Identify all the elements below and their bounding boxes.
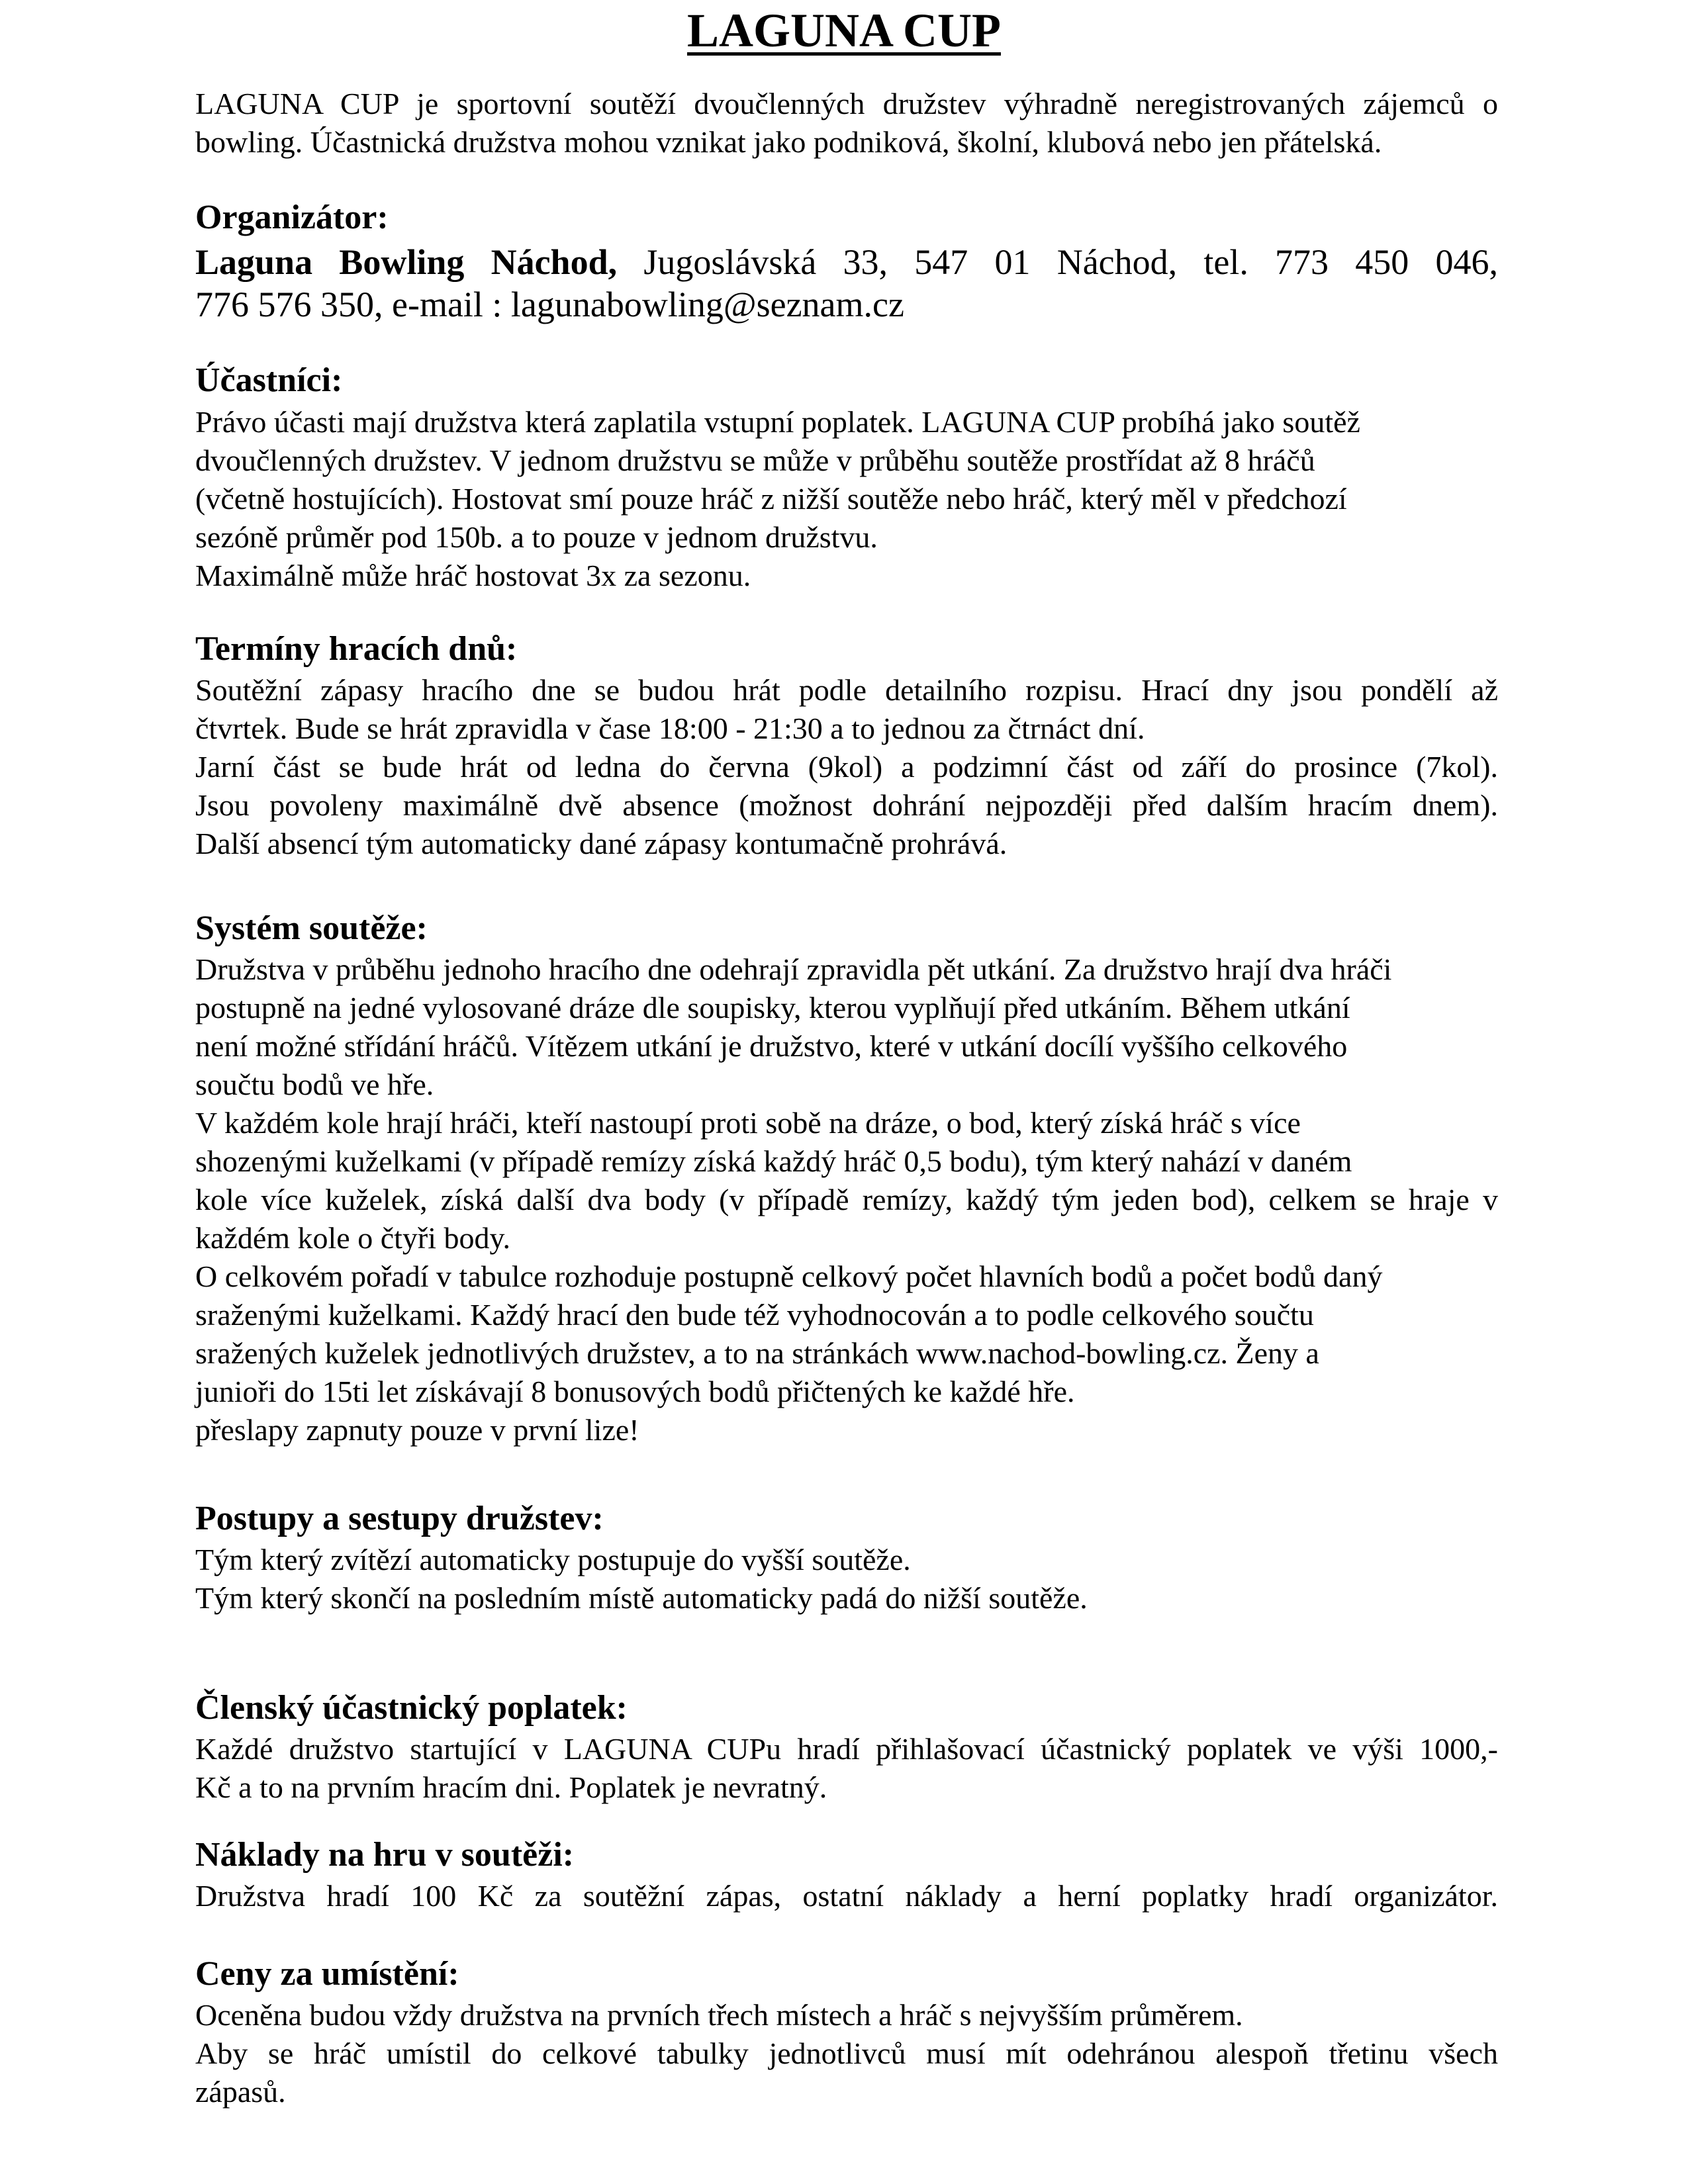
participants-line: (včetně hostujících). Hostovat smí pouze hráč z nižší soutěže nebo hráč, který měl v předchozí bbox=[195, 482, 1347, 516]
schedule-line: Jarní část se bude hrát od ledna do června (9kol) a podzimní část od září do prosince (7kol). bbox=[195, 750, 1498, 784]
organizer-heading: Organizátor: bbox=[195, 199, 389, 236]
system-line: sražených kuželek jednotlivých družstev, a to na stránkách www.nachod-bowling.cz. Ženy a bbox=[195, 1336, 1319, 1370]
intro-line: bowling. Účastnická družstva mohou vznikat jako podniková, školní, klubová nebo jen přátelská. bbox=[195, 125, 1382, 159]
organizer-contact: 776 576 350, e-mail : lagunabowling@seznam.cz bbox=[195, 285, 904, 324]
prizes-line: zápasů. bbox=[195, 2075, 286, 2109]
participants-line: dvoučlenných družstev. V jednom družstvu se může v průběhu soutěže prostřídat až 8 hráčů bbox=[195, 443, 1315, 477]
organizer-address: Jugoslávská 33, 547 01 Náchod, tel. 773 450 046, bbox=[617, 242, 1498, 282]
fee-line: Každé družstvo startující v LAGUNA CUPu hradí přihlašovací účastnický poplatek ve výši 1000,- bbox=[195, 1732, 1498, 1766]
promotion-heading: Postupy a sestupy družstev: bbox=[195, 1500, 604, 1537]
system-line: není možné střídání hráčů. Vítězem utkání je družstvo, které v utkání docílí vyššího celkového bbox=[195, 1029, 1348, 1063]
prizes-heading: Ceny za umístění: bbox=[195, 1955, 459, 1993]
schedule-line: Soutěžní zápasy hracího dne se budou hrát podle detailního rozpisu. Hrací dny jsou pondělí až bbox=[195, 673, 1498, 707]
prizes-line: Oceněna budou vždy družstva na prvních třech místech a hráč s nejvyšším průměrem. bbox=[195, 1998, 1243, 2032]
system-paragraph bbox=[195, 950, 1498, 1449]
participants-heading: Účastníci: bbox=[195, 361, 343, 399]
organizer-name: Laguna Bowling Náchod, bbox=[195, 242, 618, 282]
participants-line: sezóně průměr pod 150b. a to pouze v jednom družstvu. bbox=[195, 520, 878, 554]
system-line: V každém kole hrají hráči, kteří nastoupí proti sobě na dráze, o bod, který získá hráč s více bbox=[195, 1106, 1301, 1140]
costs-line: Družstva hradí 100 Kč za soutěžní zápas, ostatní náklady a herní poplatky hradí organizátor. bbox=[195, 1879, 1498, 1913]
promotion-line: Tým který skončí na posledním místě automaticky padá do nižší soutěže. bbox=[195, 1581, 1088, 1615]
system-line: kole více kuželek, získá další dva body (v případě remízy, každý tým jeden bod), celkem se hraje v bbox=[195, 1183, 1498, 1216]
schedule-paragraph bbox=[195, 671, 1498, 863]
participants-line: Maximálně může hráč hostovat 3x za sezonu. bbox=[195, 559, 751, 592]
participants-line: Právo účasti mají družstva která zaplatila vstupní poplatek. LAGUNA CUP probíhá jako soutěž bbox=[195, 405, 1360, 439]
costs-paragraph bbox=[195, 1877, 1498, 1915]
schedule-line: Další absencí tým automaticky dané zápasy kontumačně prohrává. bbox=[195, 827, 1008, 860]
promotion-line: Tým který zvítězí automaticky postupuje do vyšší soutěže. bbox=[195, 1543, 911, 1576]
system-line: Družstva v průběhu jednoho hracího dne odehrají zpravidla pět utkání. Za družstvo hrají dva hráči bbox=[195, 952, 1392, 986]
intro-line: LAGUNA CUP je sportovní soutěží dvoučlenných družstev výhradně neregistrovaných zájemců o bbox=[195, 87, 1498, 120]
intro-paragraph bbox=[195, 85, 1498, 161]
system-line: přeslapy zapnuty pouze v první lize! bbox=[195, 1413, 639, 1447]
system-line: postupně na jedné vylosované dráze dle soupisky, kterou vyplňují před utkáním. Během utkání bbox=[195, 991, 1350, 1024]
page-title: LAGUNA CUP bbox=[686, 4, 1001, 57]
system-line: O celkovém pořadí v tabulce rozhoduje postupně celkový počet hlavních bodů a počet bodů daný bbox=[195, 1259, 1383, 1293]
system-line: junioři do 15ti let získávají 8 bonusových bodů přičtených ke každé hře. bbox=[195, 1375, 1075, 1408]
system-heading: Systém soutěže: bbox=[195, 909, 428, 947]
organizer-line bbox=[195, 241, 1498, 283]
prizes-line: Aby se hráč umístil do celkové tabulky jednotlivců musí mít odehránou alespoň třetinu všech bbox=[195, 2036, 1498, 2070]
participants-paragraph bbox=[195, 403, 1498, 595]
fee-heading: Členský účastnický poplatek: bbox=[195, 1689, 628, 1727]
promotion-paragraph bbox=[195, 1541, 1498, 1617]
system-line: součtu bodů ve hře. bbox=[195, 1068, 434, 1101]
fee-paragraph bbox=[195, 1730, 1498, 1807]
system-line: každém kole o čtyři body. bbox=[195, 1221, 511, 1255]
schedule-heading: Termíny hracích dnů: bbox=[195, 630, 518, 668]
schedule-line: čtvrtek. Bude se hrát zpravidla v čase 18:00 - 21:30 a to jednou za čtrnáct dní. bbox=[195, 711, 1145, 745]
fee-line: Kč a to na prvním hracím dni. Poplatek je nevratný. bbox=[195, 1770, 827, 1804]
costs-heading: Náklady na hru v soutěži: bbox=[195, 1836, 575, 1874]
schedule-line: Jsou povoleny maximálně dvě absence (možnost dohrání nejpozději před dalším hracím dnem). bbox=[195, 788, 1498, 822]
system-line: sraženými kuželkami. Každý hrací den bude též vyhodnocován a to podle celkového součtu bbox=[195, 1298, 1314, 1332]
prizes-paragraph bbox=[195, 1996, 1498, 2111]
system-line: shozenými kuželkami (v případě remízy získá každý hráč 0,5 bodu), tým který nahází v daném bbox=[195, 1144, 1352, 1178]
